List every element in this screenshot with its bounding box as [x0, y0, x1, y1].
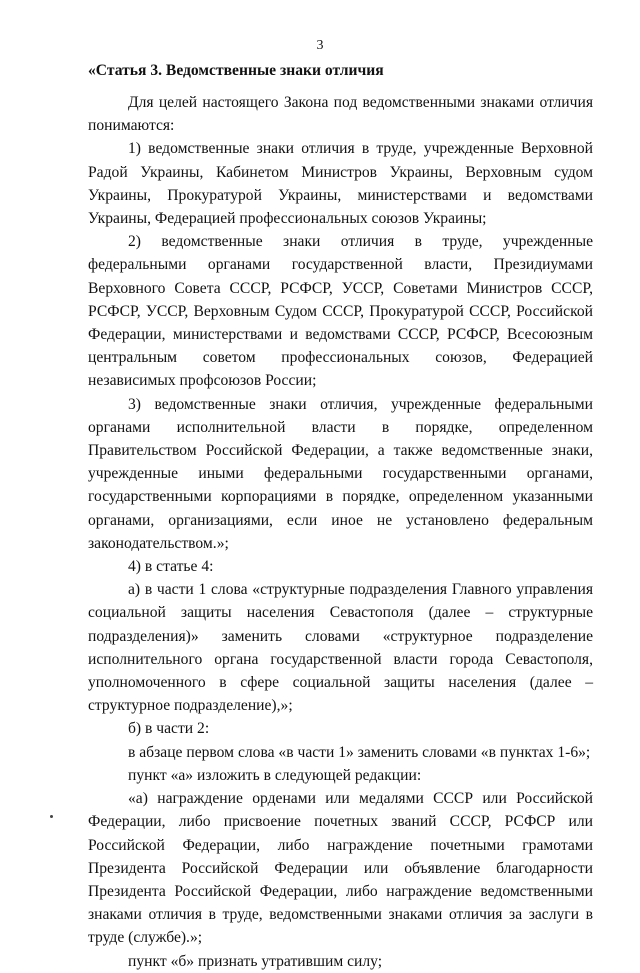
article-clause-2: 2) ведомственные знаки отличия в труде, учрежденные федеральными органами государственной власти, Президиумами Верховного Совета СССР, РСФСР, УССР, Советами Министров СССР, РСФСР, УССР, Верховным Судом СССР, Прокуратурой СССР, Российской Федерации, министерствами и ведомствами СССР, РСФСР, Всесоюзным центральным советом профессиональных союзов, Федерацией независимых профсоюзов России; — [88, 233, 593, 390]
article-intro-paragraph: Для целей настоящего Закона под ведомственными знаками отличия понимаются: — [88, 94, 593, 135]
amendment-item-4b-paragraph-3: пункт «б» признать утратившим силу; — [128, 952, 383, 970]
margin-mark — [50, 815, 53, 818]
article-clause-3: 3) ведомственные знаки отличия, учрежденные федеральными органами исполнительной власти в порядке, определенном Правительством Российской Федерации, а также ведомственные знаки, учрежденные иными федеральными государственными органами, государственными корпорациями в порядке, определенном указанными органами, организациями, если иное не установлено федеральным законодательством.»; — [88, 395, 593, 552]
amendment-item-4b-paragraph-1: в абзаце первом слова «в части 1» заменить словами «в пунктах 1-6»; — [128, 743, 591, 761]
page-number: 3 — [316, 38, 324, 53]
amendment-item-4b: б) в части 2: — [128, 720, 210, 738]
amendment-item-4b-quote: «а) награждение орденами или медалями СССР или Российской Федерации, либо присвоение почетных званий СССР, РСФСР или Российской Федерации, либо награждение почетными грамотами Президента Российской Федерации или объявление благодарности Президента Российской Федерации, либо награждение ведомственными знаками отличия в труде, ведомственными знаками отличия за заслуги в труде (службе).»; — [88, 790, 593, 947]
article-clause-1: 1) ведомственные знаки отличия в труде, учрежденные Верховной Радой Украины, Кабинетом Министров Украины, Верховным судом Украины, Прокуратурой Украины, министерствами и ведомствами Украины, Федерацией профессиональных союзов Украины; — [88, 140, 593, 228]
document-body — [88, 58, 593, 973]
amendment-item-4b-paragraph-2: пункт «а» изложить в следующей редакции: — [128, 766, 422, 784]
article-heading: «Статья 3. Ведомственные знаки отличия — [88, 62, 384, 79]
amendment-item-4: 4) в статье 4: — [128, 558, 214, 576]
amendment-item-4a: а) в части 1 слова «структурные подразделения Главного управления социальной защиты населения Севастополя (далее – структурные подразделения)» заменить словами «структурное подразделение исполнительного органа государственной власти города Севастополя, уполномоченного в сфере социальной защиты населения (далее – структурное подразделение),»; — [88, 581, 593, 715]
